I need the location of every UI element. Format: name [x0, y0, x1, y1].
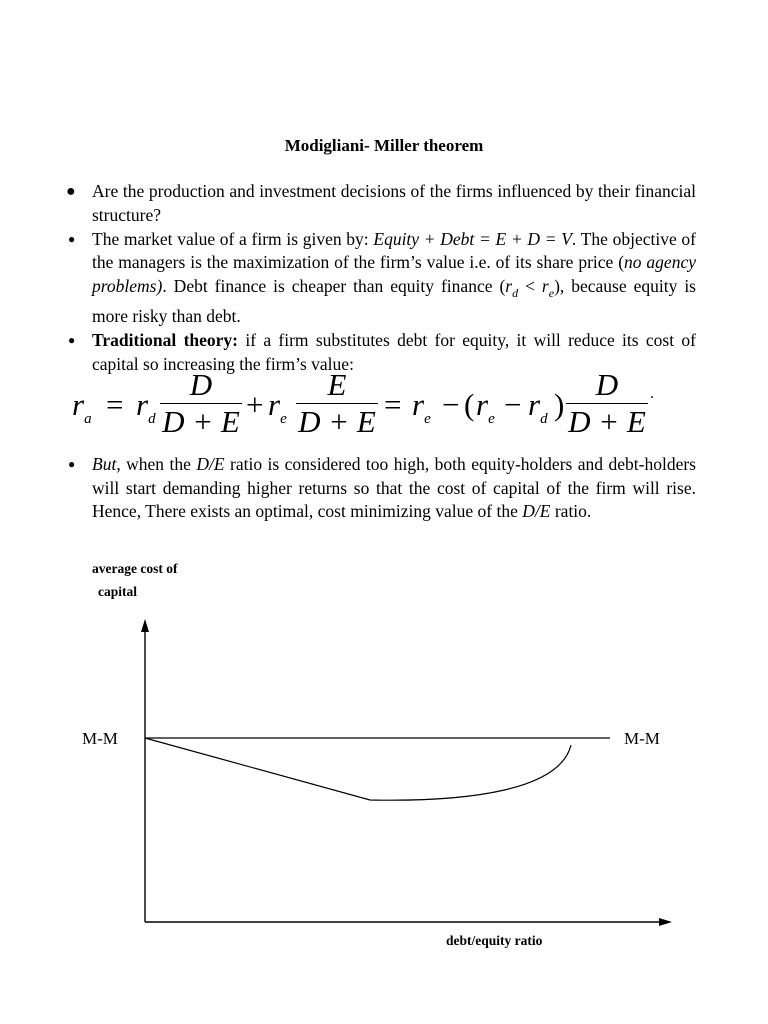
formula-lparen: (	[464, 387, 475, 422]
de-ratio-text: D/E	[522, 501, 551, 522]
traditional-cost-curve	[145, 738, 571, 800]
bullet-dot-icon: ●	[68, 456, 76, 471]
re-subscript: e	[548, 285, 555, 300]
fraction-d-over-dpluse: D D + E	[566, 367, 648, 440]
rd-symbol: r	[505, 276, 513, 297]
bullet-2-text-c: . Debt finance is cheaper than equity finance (	[162, 276, 506, 297]
rd-subscript: d	[512, 285, 519, 300]
x-axis-label: debt/equity ratio	[446, 933, 543, 948]
formula-equals: =	[384, 387, 402, 422]
fraction-e-over-dpluse: E D + E	[296, 367, 378, 440]
y-axis-label-line1: average cost of	[92, 561, 178, 576]
bullet-4-text-a: , when the	[116, 453, 197, 474]
traditional-theory-label: Traditional theory:	[92, 330, 239, 351]
formula-minus: −	[442, 387, 460, 422]
mm-label-left: M-M	[82, 729, 118, 748]
fraction-d-over-dpluse: D D + E	[160, 367, 242, 440]
formula-plus: +	[246, 387, 264, 422]
bullet-dot-icon: ●	[68, 231, 76, 246]
x-axis-arrow-icon	[659, 918, 672, 926]
bullet-4-text-c: ratio.	[550, 501, 592, 522]
formula-re: $r_e$	[476, 387, 495, 427]
de-ratio-text: D/E	[196, 453, 225, 474]
no-agency-text: no agency problems)	[92, 252, 696, 297]
formula-equals: =	[106, 387, 124, 422]
but-text: But	[92, 453, 117, 474]
formula-rd: $r_d$	[136, 387, 156, 427]
page-title: Modigliani- Miller theorem	[284, 136, 484, 155]
formula-rparen: )	[554, 387, 565, 422]
bullet-4-text-b: ratio is considered too high, both equity-holders and debt-holders will start demanding higher returns so that the cost of capital of the firm will rise. Hence, There exists an optimal, cost minimizing value of the	[92, 453, 696, 522]
bullet-2-text-b: . The objective of the managers is the maximization of the firm’s value i.e. of its share price (	[92, 228, 696, 273]
bullet-dot-icon: ●	[68, 333, 76, 348]
formula-minus: −	[504, 387, 522, 422]
formula-ra: $r_a$	[72, 387, 92, 427]
mm-label-right: M-M	[624, 729, 660, 748]
formula-re: $r_e$	[268, 387, 287, 427]
bullet-2-text-a: The market value of a firm is given by:	[92, 228, 374, 249]
value-formula: Equity + Debt = E + D = V	[373, 228, 572, 249]
bullet-1-text: Are the production and investment decisions of the firms influenced by their financial structure?	[92, 181, 696, 225]
y-axis-label-line2: capital	[98, 584, 137, 599]
bullet-2-text-d: ), because equity is more risky than debt.	[92, 276, 696, 327]
bullet-dot-icon: ●	[66, 183, 76, 200]
re-symbol: r	[541, 276, 549, 297]
formula-period: .	[650, 385, 654, 402]
bullet-3-text: if a firm substitutes debt for equity, it will reduce its cost of capital so increasing the firm’s value:	[92, 330, 696, 375]
y-axis-arrow-icon	[141, 619, 149, 632]
formula-rd: $r_d$	[528, 387, 548, 427]
less-than: <	[518, 276, 542, 297]
formula-re: $r_e$	[412, 387, 431, 427]
